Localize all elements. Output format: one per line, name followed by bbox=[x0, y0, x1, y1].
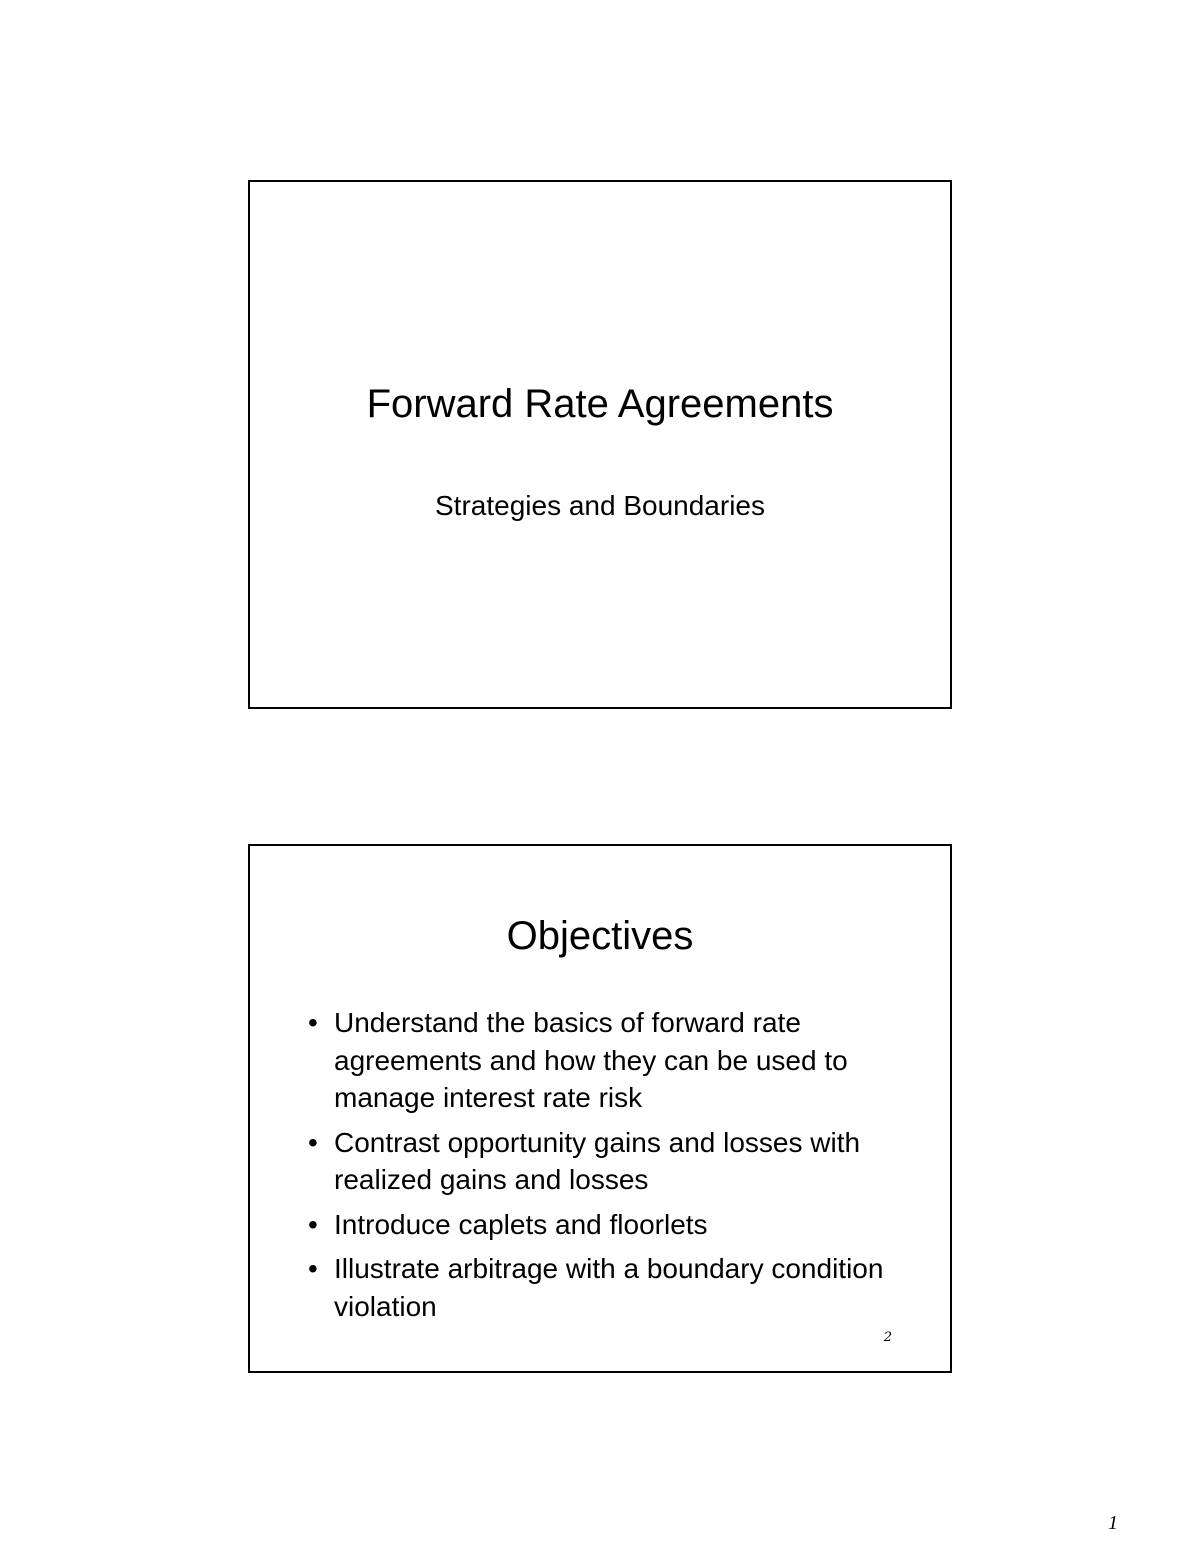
bullet-icon: • bbox=[308, 1126, 318, 1158]
objectives-slide bbox=[248, 844, 952, 1373]
list-item bbox=[308, 1206, 888, 1244]
slide-title: Forward Rate Agreements bbox=[366, 382, 834, 426]
bullet-text: Illustrate arbitrage with a boundary condition violation bbox=[334, 1253, 884, 1322]
list-item bbox=[308, 1004, 888, 1117]
slide-number: 2 bbox=[883, 1330, 892, 1345]
bullet-text: Understand the basics of forward rate agreements and how they can be used to manage interest rate risk bbox=[334, 1007, 848, 1113]
bullet-text: Introduce caplets and floorlets bbox=[334, 1208, 708, 1240]
list-item bbox=[308, 1250, 888, 1325]
bullet-icon: • bbox=[308, 1208, 318, 1240]
slide-heading: Objectives bbox=[506, 914, 694, 958]
slide-subtitle: Strategies and Boundaries bbox=[435, 490, 765, 521]
objectives-list bbox=[308, 1004, 888, 1332]
title-slide bbox=[248, 180, 952, 709]
bullet-icon: • bbox=[308, 1253, 318, 1284]
list-item bbox=[308, 1124, 888, 1199]
page-number: 1 bbox=[1108, 1512, 1118, 1534]
bullet-icon: • bbox=[308, 1007, 318, 1038]
bullet-text: Contrast opportunity gains and losses with realized gains and losses bbox=[334, 1126, 861, 1195]
